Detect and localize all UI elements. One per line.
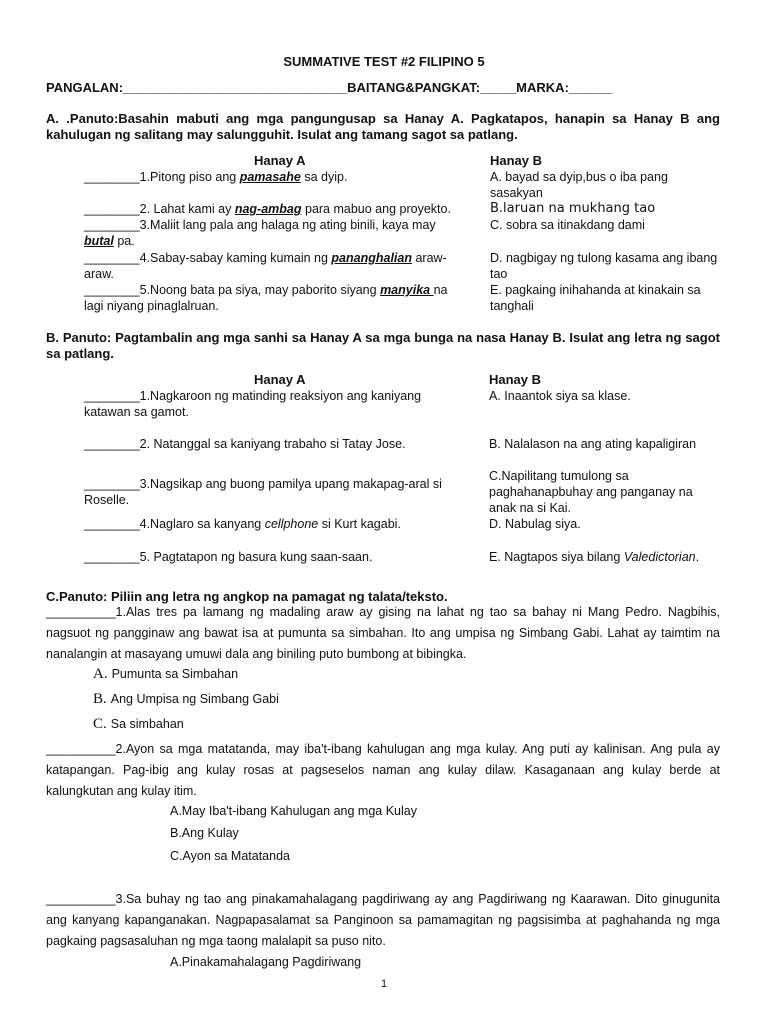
section-c-passage-3: __________3.Sa buhay ng tao ang pinakamahalagang pagdiriwang ay ang Pagdiriwang ng Kaarawan. Dito ginugunita ang kanyang kapanganakan. Nagpapasalamat sa Panginoon sa pamamagitan ng pagsisimba at paghahanda ng mga pagkaing pagsasaluhan ng mga taong malalapit sa puso nito. (46, 892, 720, 948)
answer-blank[interactable]: ________ (84, 437, 140, 451)
section-a-item-1: ________1.Pitong piso ang pamasahe sa dyip. (84, 170, 348, 184)
section-c-q3-option-a[interactable]: A.Pinakamahalagang Pagdiriwang (170, 955, 362, 969)
section-c-instruction: C.Panuto: Piliin ang letra ng angkop na pamagat ng talata/teksto. (46, 589, 448, 604)
section-a-answer-c: C. sobra sa itinakdang dami (490, 218, 645, 232)
answer-blank[interactable]: ________ (84, 202, 140, 216)
section-c-q2-option-b[interactable]: B.Ang Kulay (170, 826, 239, 840)
answer-blank[interactable]: ________ (84, 170, 140, 184)
section-b-item-4: ________4.Naglaro sa kanyang cellphone si Kurt kagabi. (84, 517, 401, 531)
section-b-item-1: ________1.Nagkaroon ng matinding reaksiyon ang kaniyang katawan sa gamot. (84, 389, 422, 419)
section-a-answer-a: A. bayad sa dyip,bus o iba pang sasakyan (490, 170, 668, 200)
underlined-word: manyika (380, 283, 434, 297)
section-a-item-3: ________3.Maliit lang pala ang halaga ng ating binili, kaya may butal pa. (84, 218, 436, 248)
underlined-word: butal (84, 234, 114, 248)
student-info-line: PANGALAN:_______________________________BAITANG&PANGKAT:_____MARKA:______ (46, 80, 613, 95)
answer-blank[interactable]: ________ (84, 389, 140, 403)
section-c-q2-option-c[interactable]: C.Ayon sa Matatanda (170, 849, 290, 863)
section-b-hanay-b-heading: Hanay B (489, 372, 542, 387)
underlined-word: pamasahe (239, 170, 301, 184)
section-a-hanay-a-heading: Hanay A (254, 153, 306, 168)
section-a-answer-e: E. pagkaing inihahanda at kinakain sa tanghali (490, 283, 701, 313)
answer-blank[interactable]: ________ (84, 517, 140, 531)
section-b-item-5: ________5. Pagtatapon ng basura kung saan-saan. (84, 550, 373, 564)
section-b-instruction: B. Panuto: Pagtambalin ang mga sanhi sa Hanay A sa mga bunga na nasa Hanay B. Isulat ang letra ng sagot sa patlang. (46, 330, 720, 361)
section-c-passage-2: __________2.Ayon sa mga matatanda, may iba't-ibang kahulugan ang mga kulay. Ang puti ay kalinisan. Ang pula ay katapangan. Pag-ibig ang kulay rosas at pagseselos naman ang kulay dilaw. Kasaganaan ang kulay berde at kalungkutan ang kulay itim. (46, 742, 720, 798)
section-c-q1-option-c[interactable]: C. Sa simbahan (93, 716, 184, 732)
section-b-answer-c: C.Napilitang tumulong sa paghahanapbuhay ang panganay na anak na si Kai. (489, 469, 693, 515)
answer-blank[interactable]: ________ (84, 251, 140, 265)
section-a-answer-b: B.laruan na mukhang tao (490, 201, 656, 216)
section-b-answer-b: B. Nalalason na ang ating kapaligiran (489, 437, 697, 451)
answer-blank[interactable]: ________ (84, 550, 140, 564)
section-b-item-3: ________3.Nagsikap ang buong pamilya upang makapag-aral si Roselle. (84, 477, 442, 507)
section-b-answer-e: E. Nagtapos siya bilang Valedictorian. (489, 550, 700, 564)
section-b-item-2: ________2. Natanggal sa kaniyang trabaho si Tatay Jose. (84, 437, 406, 451)
answer-blank[interactable]: ________ (84, 218, 140, 232)
section-a-answer-d: D. nagbigay ng tulong kasama ang ibang tao (490, 251, 718, 281)
section-b-answer-d: D. Nabulag siya. (489, 517, 581, 531)
test-title: SUMMATIVE TEST #2 FILIPINO 5 (283, 54, 485, 69)
answer-blank[interactable]: ________ (84, 477, 140, 491)
section-a-item-4: ________4.Sabay-sabay kaming kumain ng pananghalian araw-araw. (84, 251, 447, 281)
underlined-word: pananghalian (331, 251, 412, 265)
section-b-answer-a: A. Inaantok siya sa klase. (489, 389, 631, 403)
section-a-hanay-b-heading: Hanay B (490, 153, 543, 168)
page-number: 1 (380, 978, 388, 990)
section-c-q1-option-a[interactable]: A. Pumunta sa Simbahan (93, 666, 239, 682)
section-a-item-5: ________5.Noong bata pa siya, may paborito siyang manyika na lagi niyang pinaglalruan. (84, 283, 448, 313)
section-c-passage-1: __________1.Alas tres pa lamang ng madaling araw ay gising na lahat ng tao sa bahay ni Mang Pedro. Nagbihis, nagsuot ng pangginaw ang bawat isa at pumunta sa simbahan. Ito ang umpisa ng Simbang Gabi. Lahat ay taimtim na nanalangin at masayang umuwi dala ang biniling puto bumbong at bibingka. (46, 605, 720, 661)
answer-blank[interactable]: ________ (84, 283, 140, 297)
section-b-hanay-a-heading: Hanay A (254, 372, 306, 387)
section-c-q2-option-a[interactable]: A.May Iba't-ibang Kahulugan ang mga Kulay (170, 804, 417, 818)
underlined-word: nag-ambag (234, 202, 302, 216)
section-a-item-2: ________2. Lahat kami ay nag-ambag para mabuo ang proyekto. (84, 202, 451, 216)
section-a-instruction: A. .Panuto:Basahin mabuti ang mga pangungusap sa Hanay A. Pagkatapos, hanapin sa Hanay B ang kahulugan ng salitang may salungguhit. Isulat ang tamang sagot sa patlang. (46, 111, 720, 142)
section-c-q1-option-b[interactable]: B. Ang Umpisa ng Simbang Gabi (93, 691, 279, 707)
